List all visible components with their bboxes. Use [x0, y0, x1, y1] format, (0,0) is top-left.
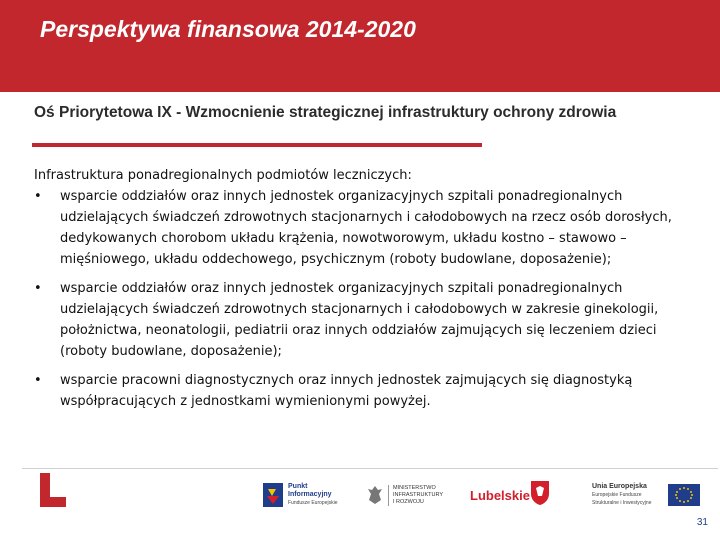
page-number: 31: [696, 517, 708, 528]
ue-line3: Strukturalne i Inwestycyjne: [592, 500, 652, 506]
punkt-line3: Fundusze Europejskie: [288, 500, 338, 506]
subtitle-underline: [32, 143, 482, 147]
ministerstwo-line1: MINISTERSTWO: [393, 484, 436, 491]
bullet-icon: •: [34, 373, 42, 388]
bullet-icon: •: [34, 281, 42, 296]
ue-line1: Unia Europejska: [592, 483, 647, 490]
bullet-icon: •: [34, 189, 42, 204]
content-body: [34, 165, 706, 420]
bullet-list: [34, 186, 706, 412]
list-item: [34, 186, 706, 270]
intro-text: Infrastruktura ponadregionalnych podmiotów leczniczych:: [34, 168, 412, 183]
ministerstwo-logo: [366, 477, 466, 513]
ue-logo: [592, 477, 716, 513]
punkt-line2: Informacyjny: [288, 491, 332, 498]
punkt-informacyjny-logo: [262, 477, 352, 513]
footer-divider: [22, 468, 718, 469]
fe-star-icon: [262, 482, 284, 508]
section-subtitle: Oś Priorytetowa IX - Wzmocnienie strategicznej infrastruktury ochrony zdrowia: [34, 104, 617, 121]
eu-flag-icon: [668, 484, 700, 506]
lubelskie-text: Lubelskie: [470, 487, 530, 503]
eagle-emblem-icon: [366, 484, 384, 506]
ue-line2: Europejskie Fundusze: [592, 492, 642, 498]
list-item: [34, 278, 706, 362]
ministerstwo-line2: INFRASTRUKTURY: [393, 491, 444, 498]
punkt-line1: Punkt: [288, 483, 308, 490]
lubelskie-l-logo: [38, 473, 68, 507]
ministerstwo-line3: I ROZWOJU: [393, 498, 424, 505]
list-item-text: wsparcie pracowni diagnostycznych oraz innych jednostek zajmujących się diagnostyką współpracujących z jednostkami wymienionymi powyżej.: [60, 373, 633, 409]
list-item: [34, 370, 706, 412]
page-title: Perspektywa finansowa 2014-2020: [40, 16, 416, 42]
list-item-text: wsparcie oddziałów oraz innych jednostek organizacyjnych szpitali ponadregionalnych udzielających świadczeń zdrowotnych stacjonarnych i całodobowych na rzecz osób dorosłych, dedykowanych chorobom układu krążenia, nowotworowym, układu kostno – stawowo – mięśniowego, układu oddechowego, psychicznym (roboty budowlane, doposażenie);: [60, 189, 672, 267]
coat-of-arms-icon: [530, 480, 550, 506]
header-bar: [0, 0, 720, 92]
list-item-text: wsparcie oddziałów oraz innych jednostek organizacyjnych szpitali ponadregionalnych udzielających świadczeń zdrowotnych stacjonarnych i całodobowych w zakresie ginekologii, położnictwa, neonatologii, pediatrii oraz innych oddziałów zajmujących się leczeniem dzieci (roboty budowlane, doposażenie);: [60, 281, 659, 359]
